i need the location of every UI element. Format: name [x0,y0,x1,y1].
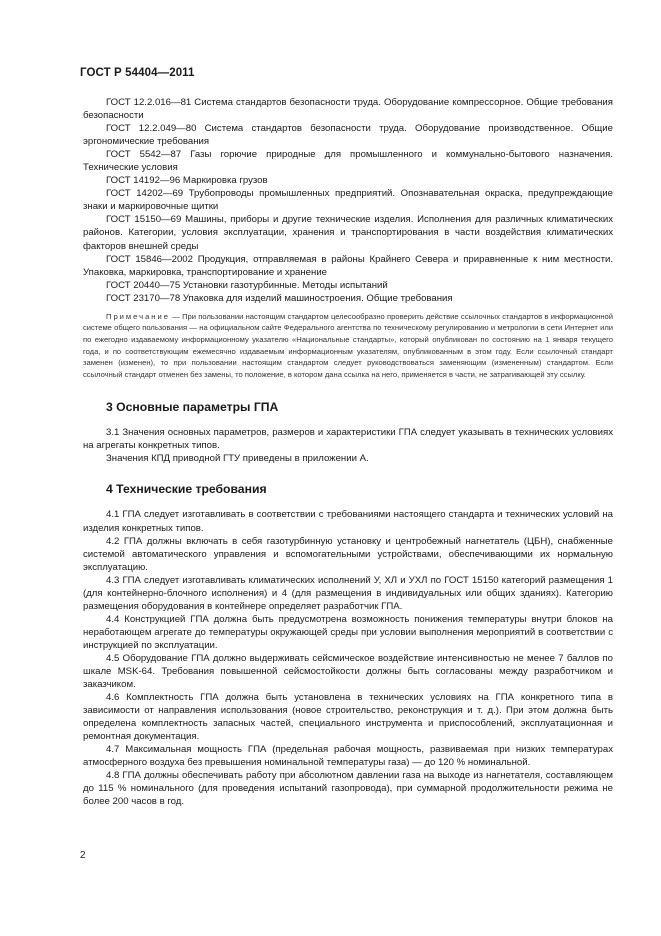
section-4-paragraph: 4.8 ГПА должны обеспечивать работу при абсолютном давлении газа на выходе из нагнетателя, составляющем до 115 % номинального (для проведения испытаний газопровода), при суммарной продолжительности режима не более 200 часов в год. [83,770,613,808]
reference-item: ГОСТ 20440—75 Установки газотурбинные. Методы испытаний [106,279,388,291]
reference-item: ГОСТ 15150—69 Машины, приборы и другие технические изделия. Исполнения для различных климатических районов. Категории, условия эксплуатации, хранения и транспортирования в части воздействия климатических факторов внешней среды [83,214,613,252]
document-header: ГОСТ Р 54404—2011 [80,67,195,79]
reference-item: ГОСТ 15846—2002 Продукция, отправляемая в районы Крайнего Севера и приравненные к ним местности. Упаковка, маркировка, транспортирование и хранение [83,253,613,278]
section-4-paragraph: 4.5 Оборудование ГПА должно выдерживать сейсмическое воздействие интенсивностью не менее 7 баллов по шкале MSK-64. Требования повышенной сейсмостойкости должны быть согласованы между разработчиком и заказчиком. [83,652,613,691]
section-3-heading: 3 Основные параметры ГПА [106,400,279,415]
reference-item: ГОСТ 14192—96 Маркировка грузов [106,175,268,187]
note-paragraph [83,311,613,381]
section-4-paragraph: 4.3 ГПА следует изготавливать климатических исполнений У, ХЛ и УХЛ по ГОСТ 15150 категорий размещения 1 (для контейнерно-блочного исполнения) и 4 (для размещения в индивидуальных или общих зданиях). Категорию размещения оборудования в контейнере определяет разработчик ГПА. [83,574,613,612]
document-body [83,96,613,809]
references-list [83,96,613,305]
note-text: — При пользовании настоящим стандартом целесообразно проверить действие ссылочных стандартов в информационной системе общего пользования — на официальном сайте Федерального агентства по техническому регулированию и метрологии в сети Интернет или по ежегодно издаваемому информационному указателю «Национальные стандарты», который опубликован по состоянию на 1 января текущего года, и по соответствующим ежемесячно издаваемым информационным указателям, опубликованным в этом году. Если ссылочный стандарт заменен (изменен), то при пользовании настоящим стандартом следует руководствоваться заменяющим (измененным) стандартом. Если ссылочный стандарт отменен без замены, то положение, в котором дана ссылка на него, применяется в части, не затрагивающей эту ссылку. [83,311,613,379]
reference-item: ГОСТ 12.2.016—81 Система стандартов безопасности труда. Оборудование компрессорное. Общие требования безопасности [83,97,613,122]
section-3-paragraph: 3.1 Значения основных параметров, размеров и характеристики ГПА следует указывать в технических условиях на агрегаты конкретных типов. [83,427,613,452]
section-4-paragraph: 4.2 ГПА должны включать в себя газотурбинную установку и центробежный нагнетатель (ЦБН), снабженные системой автоматического управления и вспомогательными устройствами, обеспечивающими их нормальную эксплуатацию. [83,535,613,573]
reference-item: ГОСТ 23170—78 Упаковка для изделий машиностроения. Общие требования [106,292,453,304]
section-3-paragraph: Значения КПД приводной ГТУ приведены в приложении А. [106,453,369,465]
reference-item: ГОСТ 5542—87 Газы горючие природные для промышленного и коммунально-бытового назначения. Технические условия [83,149,613,174]
reference-item: ГОСТ 14202—69 Трубопроводы промышленных предприятий. Опознавательная окраска, предупреждающие знаки и маркировочные щитки [83,188,613,213]
section-4-paragraph: 4.4 Конструкцией ГПА должна быть предусмотрена возможность понижения температуры внутри блоков на неработающем агрегате до температуры окружающей среды при условии выполнения мероприятий в соответствии с инструкцией по эксплуатации. [83,613,613,651]
section-4-paragraph: 4.1 ГПА следует изготавливать в соответствии с требованиями настоящего стандарта и технических условий на изделия конкретных типов. [83,509,613,534]
note-label: Примечание [106,311,170,321]
section-4-paragraph: 4.6 Комплектность ГПА должна быть установлена в технических условиях на ГПА конкретного типа в зависимости от направления использования (новое строительство, реконструкция и т. д.). При этом должна быть определена комплектность запасных частей, специального инструмента и приспособлений, эксплуатационная и ремонтная документация. [83,692,613,743]
section-4-paragraph: 4.7 Максимальная мощность ГПА (предельная рабочая мощность, развиваемая при низких температурах атмосферного воздуха без превышения номинальной температуры газа) — до 120 % номинальной. [83,744,613,769]
reference-item: ГОСТ 12.2.049—80 Система стандартов безопасности труда. Оборудование производственное. Общие эргономические требования [83,123,613,148]
page-number: 2 [80,850,86,861]
section-4-heading: 4 Технические требования [106,482,267,497]
